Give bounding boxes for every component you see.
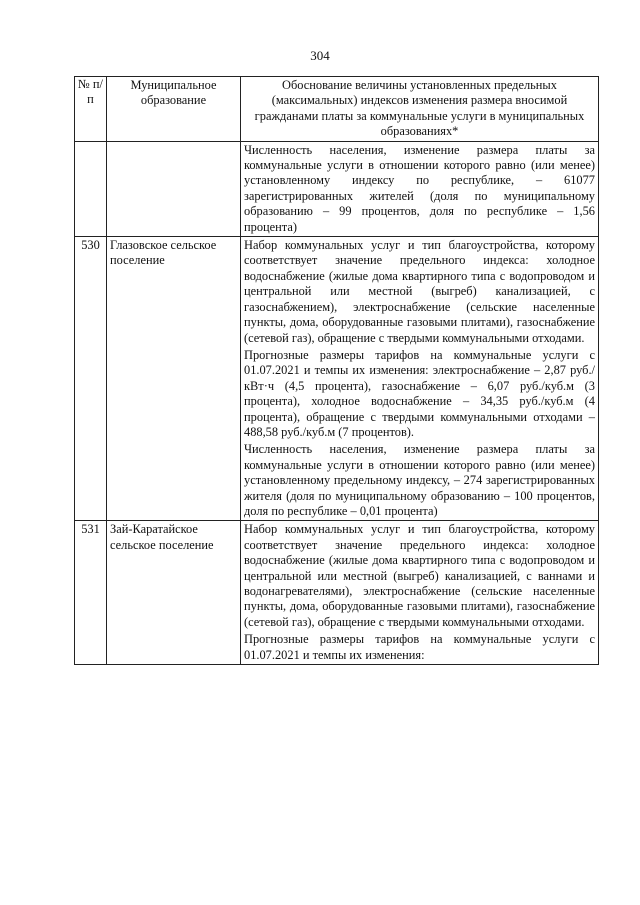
service-set-paragraph: Набор коммунальных услуг и тип благоустройства, которому соответствует значение предельного индекса: холодное водоснабжение (жилые дома квартирного типа с водопроводом и центральной или местной (выгреб) канализацией, с газоснабжением), электроснабжение (сельские населенные пункты, дома, оборудованные газовыми плитами), газоснабжение (сетевой газ), обращение с твердыми коммунальными отходами. [244,238,595,345]
continuation-municipality-cell [107,141,241,236]
header-number [75,77,107,142]
row-number: 531 [75,521,107,665]
row-number: 530 [75,237,107,521]
population-paragraph: Численность населения, изменение размера платы за коммунальные услуги в отношении которого равно (или менее) установленному предельному индексу, – 274 зарегистрированных жителя (доля по муниципальному образованию – 100 процентов, доля по республике – 0,01 процента) [244,442,595,518]
table-row [75,141,599,236]
row-justification [241,237,599,521]
tariff-table [74,76,599,665]
header-number-label: № п/п [78,77,103,107]
continuation-text: Численность населения, изменение размера платы за коммунальные услуги в отношении которого равно (или менее) установленному индексу по республике, – 61077 зарегистрированных жителей (доля по муниципальному образованию – 99 процентов, доля по республике – 1,56 процента) [244,142,595,234]
table-row [75,237,599,521]
header-justification-label: Обоснование величины установленных предельных (максимальных) индексов изменения размера вносимой гражданами платы за коммунальные услуги в муниципальных образованиях* [254,78,585,139]
header-justification [241,77,599,142]
table-header-row [75,77,599,142]
page-number: 304 [310,48,330,63]
row-justification [241,521,599,665]
header-municipality-label: Муниципальное образование [130,78,217,108]
table-row [75,521,599,665]
continuation-num-cell [75,141,107,236]
row-municipality: Глазовское сельское поселение [107,237,241,521]
header-municipality [107,77,241,142]
service-set-paragraph: Набор коммунальных услуг и тип благоустройства, которому соответствует значение предельного индекса: холодное водоснабжение (жилые дома квартирного типа с водопроводом и центральной или местной (выгреб) канализацией, с ваннами и водонагревателями), электроснабжение (сельские населенные пункты, дома, оборудованные газовыми плитами), газоснабжение (сетевой газ), обращение с твердыми коммунальными отходами. [244,522,595,629]
row-municipality: Зай-Каратайское сельское поселение [107,521,241,665]
continuation-text-cell [241,141,599,236]
tariff-forecast-paragraph: Прогнозные размеры тарифов на коммунальные услуги с 01.07.2021 и темпы их изменения: [244,632,595,662]
tariff-forecast-paragraph: Прогнозные размеры тарифов на коммунальные услуги с 01.07.2021 и темпы их изменения: электроснабжение – 2,87 руб./кВт·ч (4,5 процента), газоснабжение – 6,07 руб./куб.м (3 процента), холодное водоснабжение – 34,35 руб./куб.м (4 процента), обращение с твердыми коммунальными отходами – 488,58 руб./куб.м (7 процентов). [244,347,595,439]
